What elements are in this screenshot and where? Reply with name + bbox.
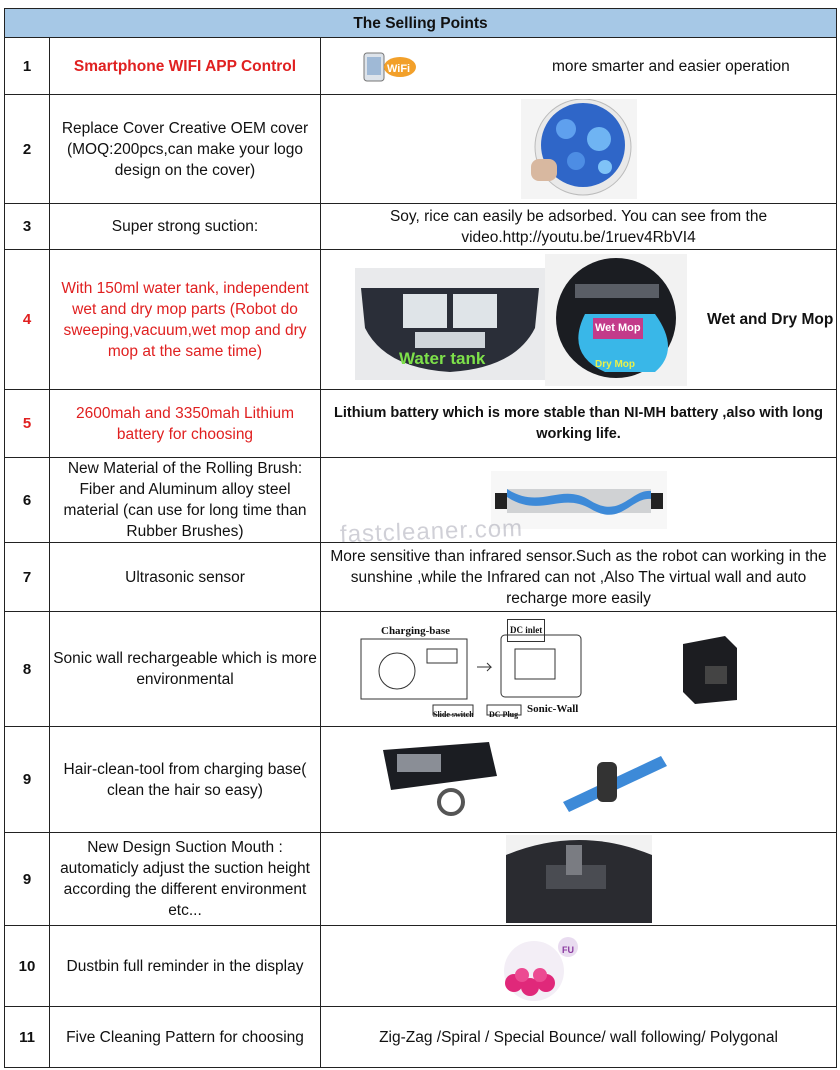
wifi-label: WiFi (387, 63, 411, 75)
table-title: The Selling Points (5, 9, 837, 38)
detail-cell (321, 926, 837, 1007)
row-number: 10 (5, 926, 50, 1007)
detail-cell: Lithium battery which is more stable than NI-MH battery ,also with long working life. (321, 390, 837, 458)
detail-cell: More sensitive than infrared sensor.Such as the robot can working in the sunshine ,while the Infrared can not ,Also The virtual wall and auto recharge more easily (321, 543, 837, 612)
diagram-dc-inlet-label: DC inlet (507, 619, 545, 642)
table-row (5, 38, 837, 95)
feature-cell: Sonic wall rechargeable which is more environmental (50, 612, 321, 727)
detail-cell (321, 250, 837, 390)
row-number: 9 (5, 727, 50, 833)
table-row (5, 250, 837, 390)
brush-clean-image (557, 742, 673, 818)
row-number: 3 (5, 204, 50, 250)
detail-cell (321, 833, 837, 926)
row-number: 7 (5, 543, 50, 612)
oem-cover-image (521, 99, 637, 199)
row-number: 8 (5, 612, 50, 727)
dustbin-display-image (484, 931, 594, 1001)
row-number: 2 (5, 95, 50, 204)
dry-mop-label: Dry Mop (595, 358, 635, 370)
detail-cell (321, 38, 837, 95)
table-row (5, 833, 837, 926)
diagram-slide-label: Slide switch (433, 710, 474, 719)
hair-clean-tool-image (379, 732, 507, 828)
table-row (5, 926, 837, 1007)
detail-cell: Soy, rice can easily be adsorbed. You can see from the video.http://youtu.be/1ruev4RbVI4 (321, 204, 837, 250)
water-tank-label: Water tank (399, 348, 486, 368)
feature-cell: Replace Cover Creative OEM cover (MOQ:200pcs,can make your logo design on the cover) (50, 95, 321, 204)
table-row (5, 390, 837, 458)
watermark: fastcleaner.com (339, 514, 524, 549)
phone-wifi-icon (360, 49, 440, 83)
row-number: 11 (5, 1007, 50, 1068)
detail-cell (321, 727, 837, 833)
row-number: 9 (5, 833, 50, 926)
table-row (5, 1007, 837, 1068)
wet-mop-label: Wet Mop (593, 318, 643, 339)
feature-cell: New Design Suction Mouth : automaticly adjust the suction height according the different environment etc... (50, 833, 321, 926)
suction-mouth-image (506, 835, 652, 923)
table-header-row (5, 9, 837, 38)
sonic-wall-image (675, 630, 745, 708)
table-row (5, 95, 837, 204)
feature-cell: Ultrasonic sensor (50, 543, 321, 612)
row-number: 5 (5, 390, 50, 458)
diagram-sonic-label: Sonic-Wall (527, 703, 579, 715)
detail-cell (321, 612, 837, 727)
row-number: 6 (5, 458, 50, 543)
detail-text: Wet and Dry Mop (707, 311, 834, 328)
row-number: 1 (5, 38, 50, 95)
feature-cell: New Material of the Rolling Brush: Fiber and Aluminum alloy steel material (can use for long time than Rubber Brushes) (50, 458, 321, 543)
detail-cell: Zig-Zag /Spiral / Special Bounce/ wall following/ Polygonal (321, 1007, 837, 1068)
diagram-charging-label: Charging-base (381, 625, 451, 637)
mop-robot-image (545, 254, 687, 386)
table-row (5, 204, 837, 250)
feature-cell: Super strong suction: (50, 204, 321, 250)
feature-cell: With 150ml water tank, independent wet and dry mop parts (Robot do sweeping,vacuum,wet mop and dry mop at the same time) (50, 250, 321, 390)
detail-cell (321, 95, 837, 204)
row-number: 4 (5, 250, 50, 390)
display-fu-label: FU (562, 945, 574, 955)
water-tank-image (355, 268, 545, 380)
table-row (5, 543, 837, 612)
diagram-dc-plug-label: DC Plug (489, 710, 519, 719)
feature-cell: Five Cleaning Pattern for choosing (50, 1007, 321, 1068)
feature-cell: 2600mah and 3350mah Lithium battery for choosing (50, 390, 321, 458)
detail-text: more smarter and easier operation (552, 57, 790, 75)
feature-cell: Hair-clean-tool from charging base( clean the hair so easy) (50, 727, 321, 833)
charging-base-diagram (357, 619, 589, 719)
table-row (5, 727, 837, 833)
feature-cell: Smartphone WIFI APP Control (50, 38, 321, 95)
feature-cell: Dustbin full reminder in the display (50, 926, 321, 1007)
table-row (5, 612, 837, 727)
